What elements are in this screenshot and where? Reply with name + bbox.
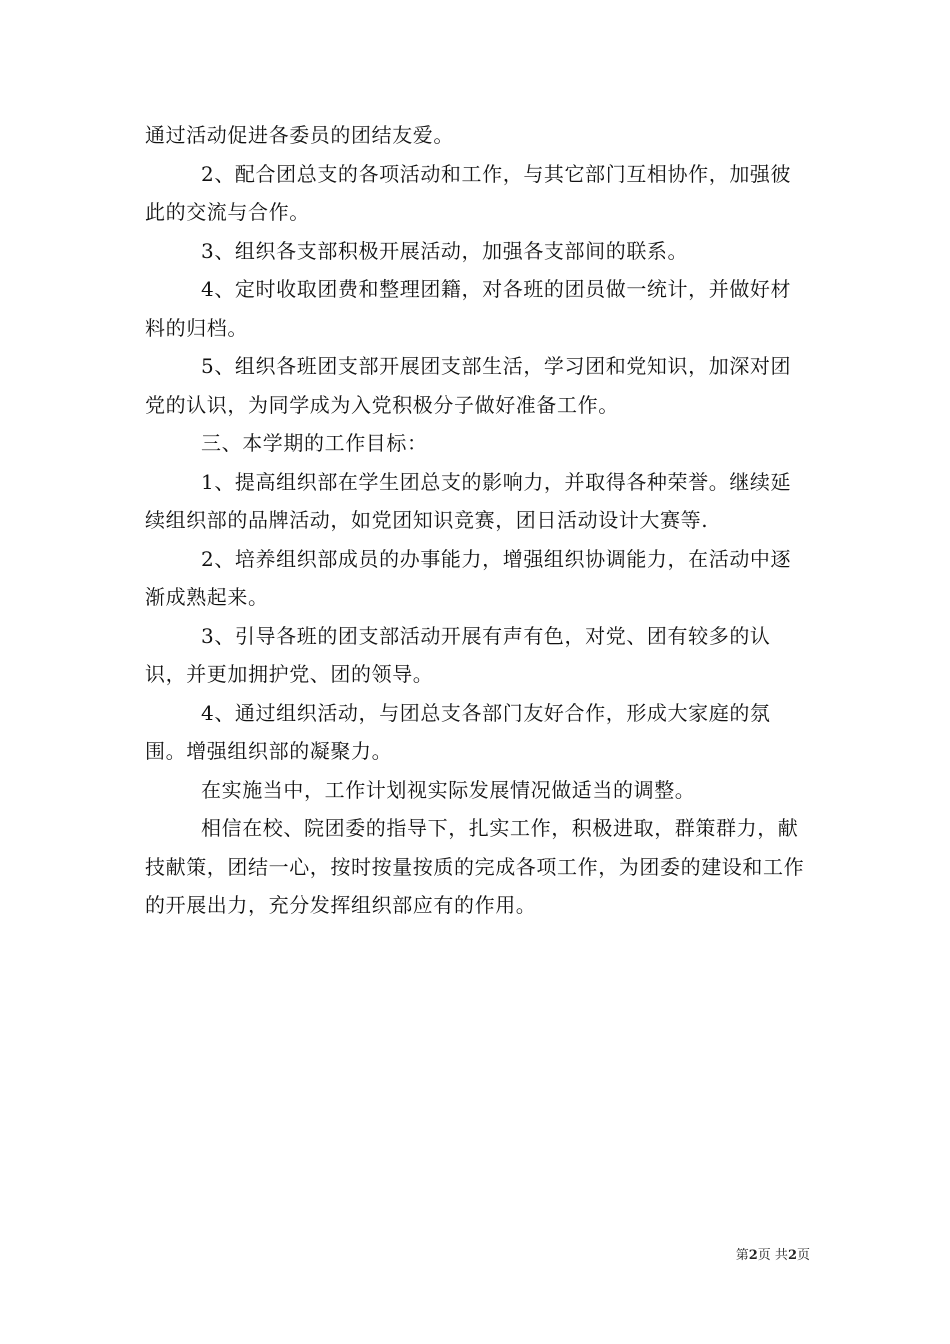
paragraph: 4、定时收取团费和整理团籍，对各班的团员做一统计，并做好材料的归档。 bbox=[145, 277, 792, 340]
document-body bbox=[145, 116, 810, 925]
current-page-number: 2 bbox=[748, 1248, 758, 1263]
paragraph: 2、配合团总支的各项活动和工作，与其它部门互相协作，加强彼此的交流与合作。 bbox=[145, 161, 792, 224]
paragraph: 5、组织各班团支部开展团支部生活，学习团和党知识，加深对团党的认识，为同学成为入党积极分子做好准备工作。 bbox=[145, 354, 792, 417]
total-pages-number: 2 bbox=[787, 1248, 797, 1263]
paragraph: 3、引导各班的团支部活动开展有声有色，对党、团有较多的认识，并更加拥护党、团的领导。 bbox=[145, 623, 771, 686]
page-number-prefix: 第 bbox=[735, 1248, 749, 1263]
paragraph: 1、提高组织部在学生团总支的影响力，并取得各种荣誉。继续延续组织部的品牌活动，如党团知识竞赛，团日活动设计大赛等. bbox=[145, 469, 792, 532]
page-number-suffix: 页 bbox=[796, 1248, 810, 1263]
paragraph: 2、培养组织部成员的办事能力，增强组织协调能力，在活动中逐渐成熟起来。 bbox=[145, 546, 792, 609]
paragraph: 3、组织各支部积极开展活动，加强各支部间的联系。 bbox=[201, 238, 689, 263]
paragraph: 在实施当中，工作计划视实际发展情况做适当的调整。 bbox=[201, 777, 696, 802]
paragraph: 相信在校、院团委的指导下，扎实工作，积极进取，群策群力，献技献策，团结一心，按时按量按质的完成各项工作，为团委的建设和工作的开展出力，充分发挥组织部应有的作用。 bbox=[145, 816, 805, 917]
page-number-middle: 页 共 bbox=[757, 1248, 788, 1263]
section-heading: 三、本学期的工作目标： bbox=[201, 431, 428, 455]
paragraph: 通过活动促进各委员的团结友爱。 bbox=[145, 123, 454, 147]
page-footer bbox=[736, 1247, 810, 1265]
paragraph: 4、通过组织活动，与团总支各部门友好合作，形成大家庭的氛围。增强组织部的凝聚力。 bbox=[145, 700, 771, 763]
